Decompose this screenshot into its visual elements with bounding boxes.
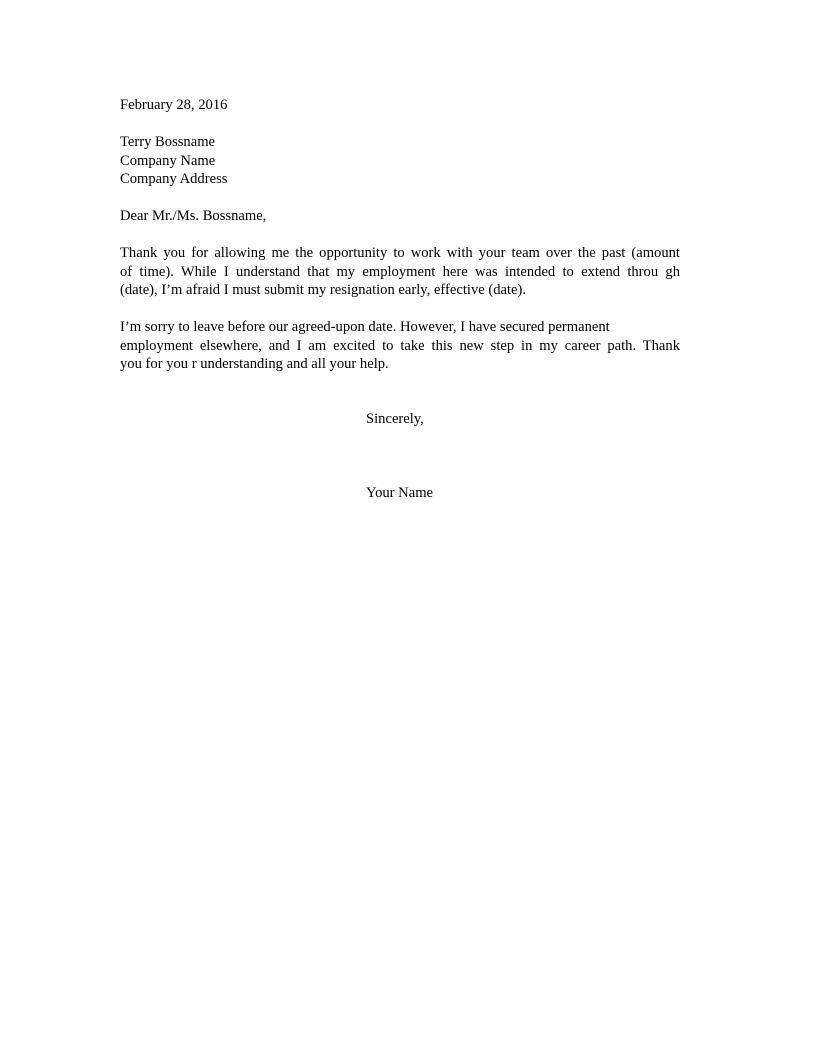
body-paragraph-1 [120, 244, 680, 300]
paragraph-2-line-1: I’m sorry to leave before our agreed-upon date. However, I have secured permanent [120, 319, 610, 335]
paragraph-1-line-1: Thank you for allowing me the opportunity to work with your team over the past (amount [120, 245, 680, 261]
letter-date: February 28, 2016 [120, 97, 228, 113]
salutation: Dear Mr./Ms. Bossname, [120, 208, 267, 224]
signature-name: Your Name [366, 485, 434, 501]
closing: Sincerely, [366, 411, 424, 427]
recipient-company: Company Name [120, 152, 216, 169]
paragraph-2-line-2: employment elsewhere, and I am excited to take this new step in my career path. Thank [120, 337, 680, 354]
recipient-name: Terry Bossname [120, 134, 216, 150]
paragraph-1-line-2: of time). While I understand that my employment here was intended to extend throu gh [120, 263, 680, 280]
paragraph-2-line-3: you for you r understanding and all your help. [120, 356, 389, 372]
body-paragraph-2 [120, 318, 680, 374]
paragraph-1-line-3: (date), I’m afraid I must submit my resignation early, effective (date). [120, 282, 527, 298]
recipient-address: Company Address [120, 171, 228, 187]
